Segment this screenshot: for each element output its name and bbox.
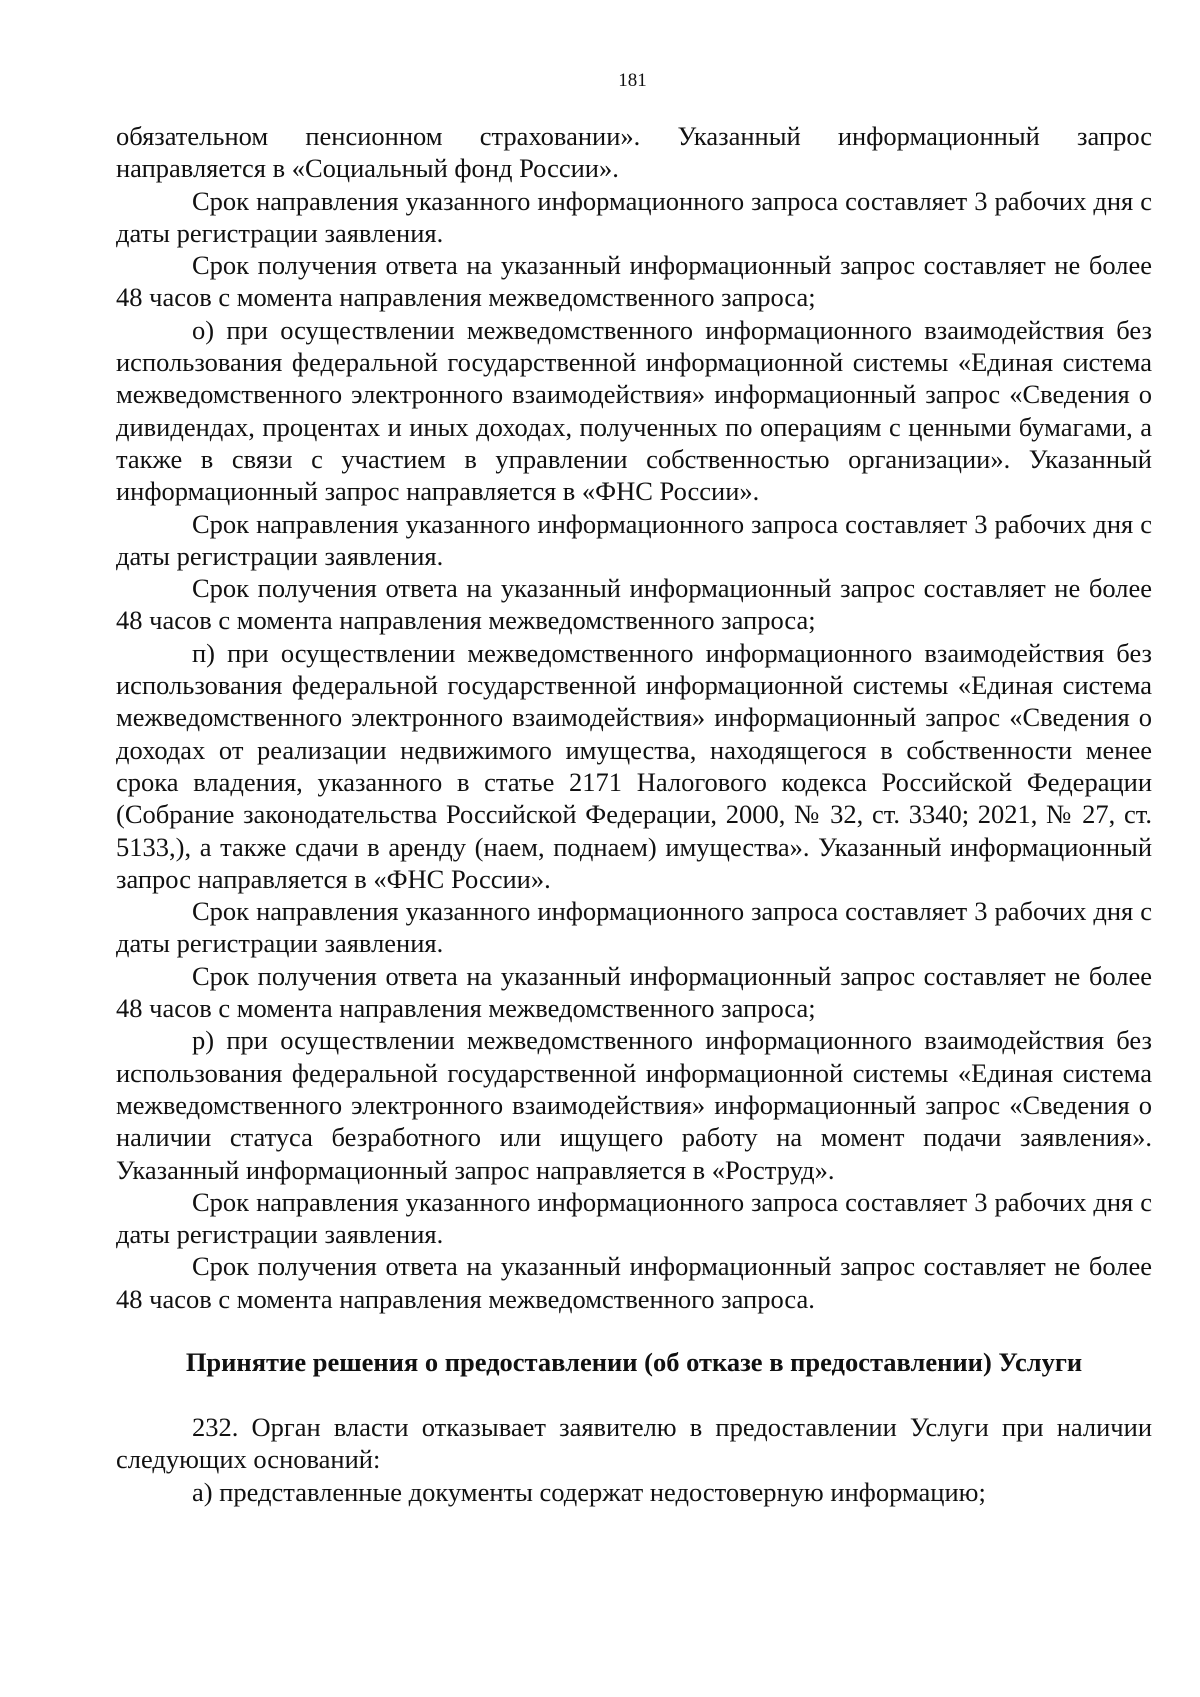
paragraph: обязательном пенсионном страховании». Указанный информационный запрос направляется в «Социальный фонд России».	[116, 121, 1152, 184]
paragraph: Срок направления указанного информационного запроса составляет 3 рабочих дня с даты регистрации заявления.	[116, 896, 1152, 959]
paragraph: Срок получения ответа на указанный информационный запрос составляет не более 48 часов с момента направления межведомственного запроса;	[116, 250, 1152, 313]
paragraph: Срок направления указанного информационного запроса составляет 3 рабочих дня с даты регистрации заявления.	[116, 508, 1152, 571]
document-body	[116, 120, 1152, 1508]
page-number: 181	[618, 70, 647, 91]
paragraph: Срок получения ответа на указанный информационный запрос составляет не более 48 часов с момента направления межведомственного запроса.	[116, 1251, 1152, 1314]
paragraph: р) при осуществлении межведомственного информационного взаимодействия без использования федеральной государственной информационной системы «Единая система межведомственного электронного взаимодействия» информационный запрос «Сведения о наличии статуса безработного или ищущего работу на момент подачи заявления». Указанный информационный запрос направляется в «Роструд».	[116, 1025, 1152, 1185]
paragraph: Срок направления указанного информационного запроса составляет 3 рабочих дня с даты регистрации заявления.	[116, 1186, 1152, 1250]
paragraph: 232. Орган власти отказывает заявителю в предоставлении Услуги при наличии следующих оснований:	[116, 1411, 1152, 1475]
paragraph: Срок получения ответа на указанный информационный запрос составляет не более 48 часов с момента направления межведомственного запроса;	[116, 960, 1152, 1024]
paragraph: а) представленные документы содержат недостоверную информацию;	[192, 1476, 986, 1507]
paragraph: о) при осуществлении межведомственного информационного взаимодействия без использования федеральной государственной информационной системы «Единая система межведомственного электронного взаимодействия» информационный запрос «Сведения о дивидендах, процентах и иных доходах, полученных по операциям с ценными бумагами, а также в связи с участием в управлении собственностью организации». Указанный информационный запрос направляется в «ФНС России».	[116, 314, 1152, 507]
paragraph: Срок получения ответа на указанный информационный запрос составляет не более 48 часов с момента направления межведомственного запроса;	[116, 573, 1152, 636]
paragraph: Срок направления указанного информационного запроса составляет 3 рабочих дня с даты регистрации заявления.	[116, 185, 1152, 248]
paragraph: п) при осуществлении межведомственного информационного взаимодействия без использования федеральной государственной информационной системы «Единая система межведомственного электронного взаимодействия» информационный запрос «Сведения о доходах от реализации недвижимого имущества, находящегося в собственности менее срока владения, указанного в статье 2171 Налогового кодекса Российской Федерации (Собрание законодательства Российской Федерации, 2000, № 32, ст. 3340; 2021, № 27, ст. 5133,), а также сдачи в аренду (наем, поднаем) имущества». Указанный информационный запрос направляется в «ФНС России».	[116, 637, 1152, 894]
section-heading: Принятие решения о предоставлении (об отказе в предоставлении) Услуги	[185, 1346, 1083, 1377]
